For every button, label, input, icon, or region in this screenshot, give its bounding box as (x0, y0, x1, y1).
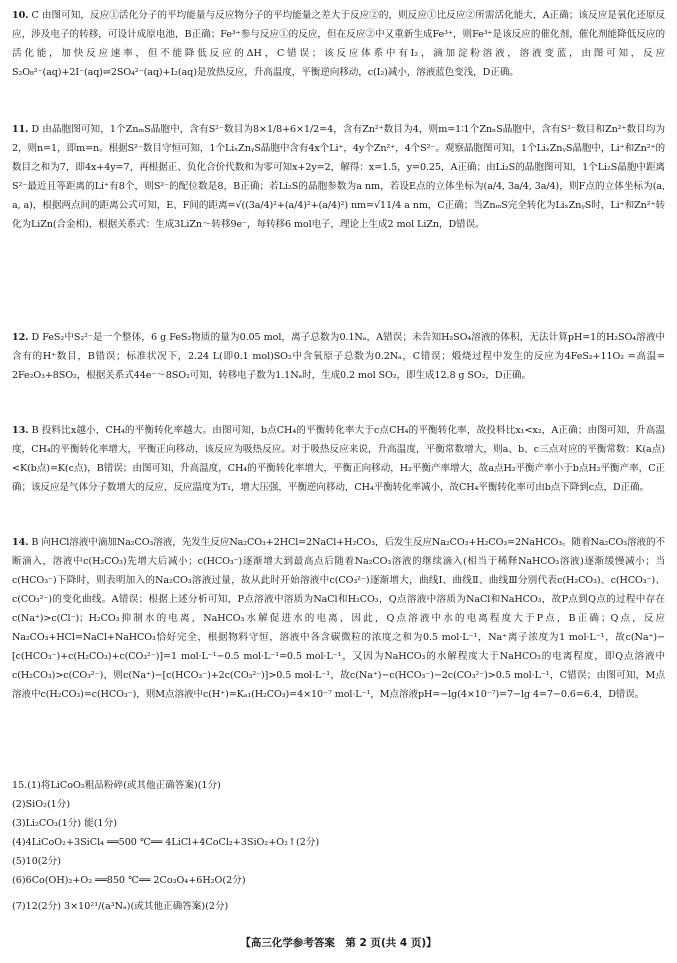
answer-12 (12, 328, 665, 385)
answer-15-part-1: 15.(1)将LiCoO₂粗品粉碎(或其他正确答案)(1分) (12, 780, 221, 791)
answer-11 (12, 120, 665, 234)
answer-13-text: B 投料比x越小，CH₄的平衡转化率越大。由图可知，b点CH₄的平衡转化率大于c点CH₄的平衡转化率，故投料比x₁<x₂，A正确；由图可知，升高温度，CH₄的平衡转化率增大，平衡正向移动，该反应为吸热反应。对于吸热反应来说，升高温度，平衡常数增大，则a、b、c三点对应的平衡常数：K(a点)<K(b点)=K(c点)，B错误；由图可知，升高温度，CH₄的平衡转化率增大，平衡正向移动，H₂平衡产率增大，故a点H₂平衡产率小于b点H₂平衡产率，C正确；该反应是气体分子数增大的反应，反应温度为T₁，增大压强，平衡逆向移动，CH₄平衡转化率减小，故CH₄平衡转化率可由b点下降到c点，D正确。 (12, 425, 665, 493)
answer-12-number: 12. (12, 332, 29, 343)
answer-15-part-3: (3)Li₂CO₃(1分) 能(1分) (12, 818, 117, 829)
answer-10-number: 10. (12, 10, 29, 21)
answer-14-number: 14. (12, 537, 29, 548)
answer-11-text: D 由晶胞图可知，1个ZnₘS晶胞中，含有S²⁻数目为8×1/8+6×1/2=4，含有Zn²⁺数目为4，则m=1∶1个ZnₙS晶胞中，含有S²⁻数目和Zn²⁺数目均为2，则n=1，即m=n。根据S²⁻数目守恒可知，1个LiₓZnᵧS晶胞中含有4x个Li⁺，4y个Zn²⁺，4个S²⁻。观察晶胞图可知，1个LiₓZnᵧS晶胞中，Li⁺和Zn²⁺的数目之和为7，即4x+4y=7，再根据正、负化合价代数和为零可知x+2y=2，解得：x=1.5，y=0.25，A正确；由Li₂S的晶胞图可知，1个Li₂S晶胞中距离S²⁻最近且等距离的Li⁺有8个，则S²⁻的配位数是8，B正确；若Li₂S的晶胞参数为a nm，若设E点的立体坐标为(a/4, 3a/4, 3a/4)，则F点的立体坐标为(a, a, a)，根据两点间的距离公式可知，E、F间的距离=√((3a/4)²+(a/4)²+(a/4)²) nm=√11/4 a nm，C正确；当ZnₘS完全转化为LiₓZnᵧS时，Li⁺和Zn²⁺转化为LiZn(合金相)，根据关系式：生成3LiZn～转移9e⁻，每转移6 mol电子，理论上生成2 mol LiZn，D错误。 (12, 124, 665, 230)
answer-12-text: D FeS₂中S₂²⁻是一个整体，6 g FeS₂物质的量为0.05 mol，离子总数为0.1Nₐ，A错误；未告知H₂SO₄溶液的体积，无法计算pH=1的H₂SO₄溶液中含有的H⁺数目，B错误；标准状况下，2.24 L(即0.1 mol)SO₂中含氧原子总数为0.2Nₐ，C错误；煅烧过程中发生的反应为4FeS₂+11O₂ =高温= 2Fe₂O₃+8SO₂，根据关系式44e⁻～8SO₂可知，转移电子数为1.1Nₐ时，生成0.2 mol SO₂，即生成12.8 g SO₂，D正确。 (12, 332, 665, 381)
answer-15 (12, 776, 665, 924)
answer-14-text: B 向HCl溶液中滴加Na₂CO₃溶液，先发生反应Na₂CO₃+2HCl=2NaCl+H₂CO₃，后发生反应Na₂CO₃+H₂CO₃=2NaHCO₃。随着Na₂CO₃溶液的不断滴入，溶液中c(H₂CO₃)先增大后减小；c(HCO₃⁻)逐渐增大到最高点后随着Na₂CO₃溶液的继续滴入(相当于稀释NaHCO₃溶液)逐渐缓慢减小；当c(HCO₃⁻)下降时，则表明加入的Na₂CO₃溶液过量，故从此时开始溶液中c(CO₃²⁻)逐渐增大，曲线Ⅰ、曲线Ⅱ、曲线Ⅲ分别代表c(H₂CO₃)、c(HCO₃⁻)、c(CO₃²⁻)的变化曲线。A错误；根据上述分析可知，P点溶液中溶质为NaCl和H₂CO₃，Q点溶液中溶质为NaCl和NaHCO₃，故P点到Q点的过程中存在c(Na⁺)>c(Cl⁻)；H₂CO₃抑制水的电离，NaHCO₃水解促进水的电离，因此，Q点溶液中水的电离程度大于P点，B正确；Q点，反应Na₂CO₃+HCl=NaCl+NaHCO₃恰好完全，根据物料守恒，溶液中各含碳微粒的浓度之和为0.5 mol·L⁻¹，Na⁺离子浓度为1 mol·L⁻¹，故c(Na⁺)−[c(HCO₃⁻)+c(H₂CO₃)+c(CO₃²⁻)]=1 mol·L⁻¹−0.5 mol·L⁻¹=0.5 mol·L⁻¹，又因为NaHCO₃的水解程度大于NaHCO₃的电离程度，即Q点溶液中c(H₂CO₃)>c(CO₃²⁻)，则c(Na⁺)−[c(HCO₃⁻)+2c(CO₃²⁻)]>0.5 mol·L⁻¹，故c(Na⁺)−c(HCO₃⁻)−2c(CO₃²⁻)>0.5 mol·L⁻¹，C错误；由图可知，M点溶液中c(H₂CO₃)=c(HCO₃⁻)，则M点溶液中c(H⁺)=Kₐ₁(H₂CO₃)=4×10⁻⁷ mol·L⁻¹，M点溶液pH=−lg(4×10⁻⁷)=7−lg 4=7−0.6=6.4，D错误。 (12, 537, 665, 700)
answer-13 (12, 421, 665, 497)
answer-15-part-7: (7)12(2分) 3×10²¹/(a³Nₐ)(或其他正确答案)(2分) (12, 901, 229, 912)
answer-15-part-5: (5)10(2分) (12, 856, 61, 867)
answer-15-part-4: (4)4LiCoO₂+3SiCl₄ ══500 ℃══ 4LiCl+4CoCl₂+3SiO₂+O₂↑(2分) (12, 837, 320, 848)
page-footer: 【高三化学参考答案 第 2 页(共 4 页)】 (240, 937, 437, 949)
answer-15-part-6: (6)6Co(OH)₂+O₂ ══850 ℃══ 2Co₃O₄+6H₂O(2分) (12, 875, 246, 886)
answer-10 (12, 6, 665, 82)
answer-11-number: 11. (12, 124, 29, 135)
answer-10-text: C 由图可知，反应①活化分子的平均能量与反应物分子的平均能量之差大于反应②的，则反应①比反应②所需活化能大，A正确；该反应是氧化还原反应，涉及电子的转移，可设计成原电池，B正确；Fe³⁺参与反应①的反应，但在反应②中又重新生成Fe³⁺，则Fe³⁺是该反应的催化剂，催化剂能降低反应的活化能，加快反应速率，但不能降低反应的ΔH，C错误；该反应体系中有I₂，滴加淀粉溶液，溶液变蓝，由图可知，反应S₂O₈²⁻(aq)+2I⁻(aq)⇌2SO₄²⁻(aq)+I₂(aq)是放热反应，升高温度，平衡逆向移动，c(I₂)减小，溶液蓝色变浅，D正确。 (12, 10, 665, 78)
answer-14 (12, 533, 665, 704)
answer-15-part-2: (2)SiO₂(1分) (12, 799, 71, 810)
answer-13-number: 13. (12, 425, 29, 436)
